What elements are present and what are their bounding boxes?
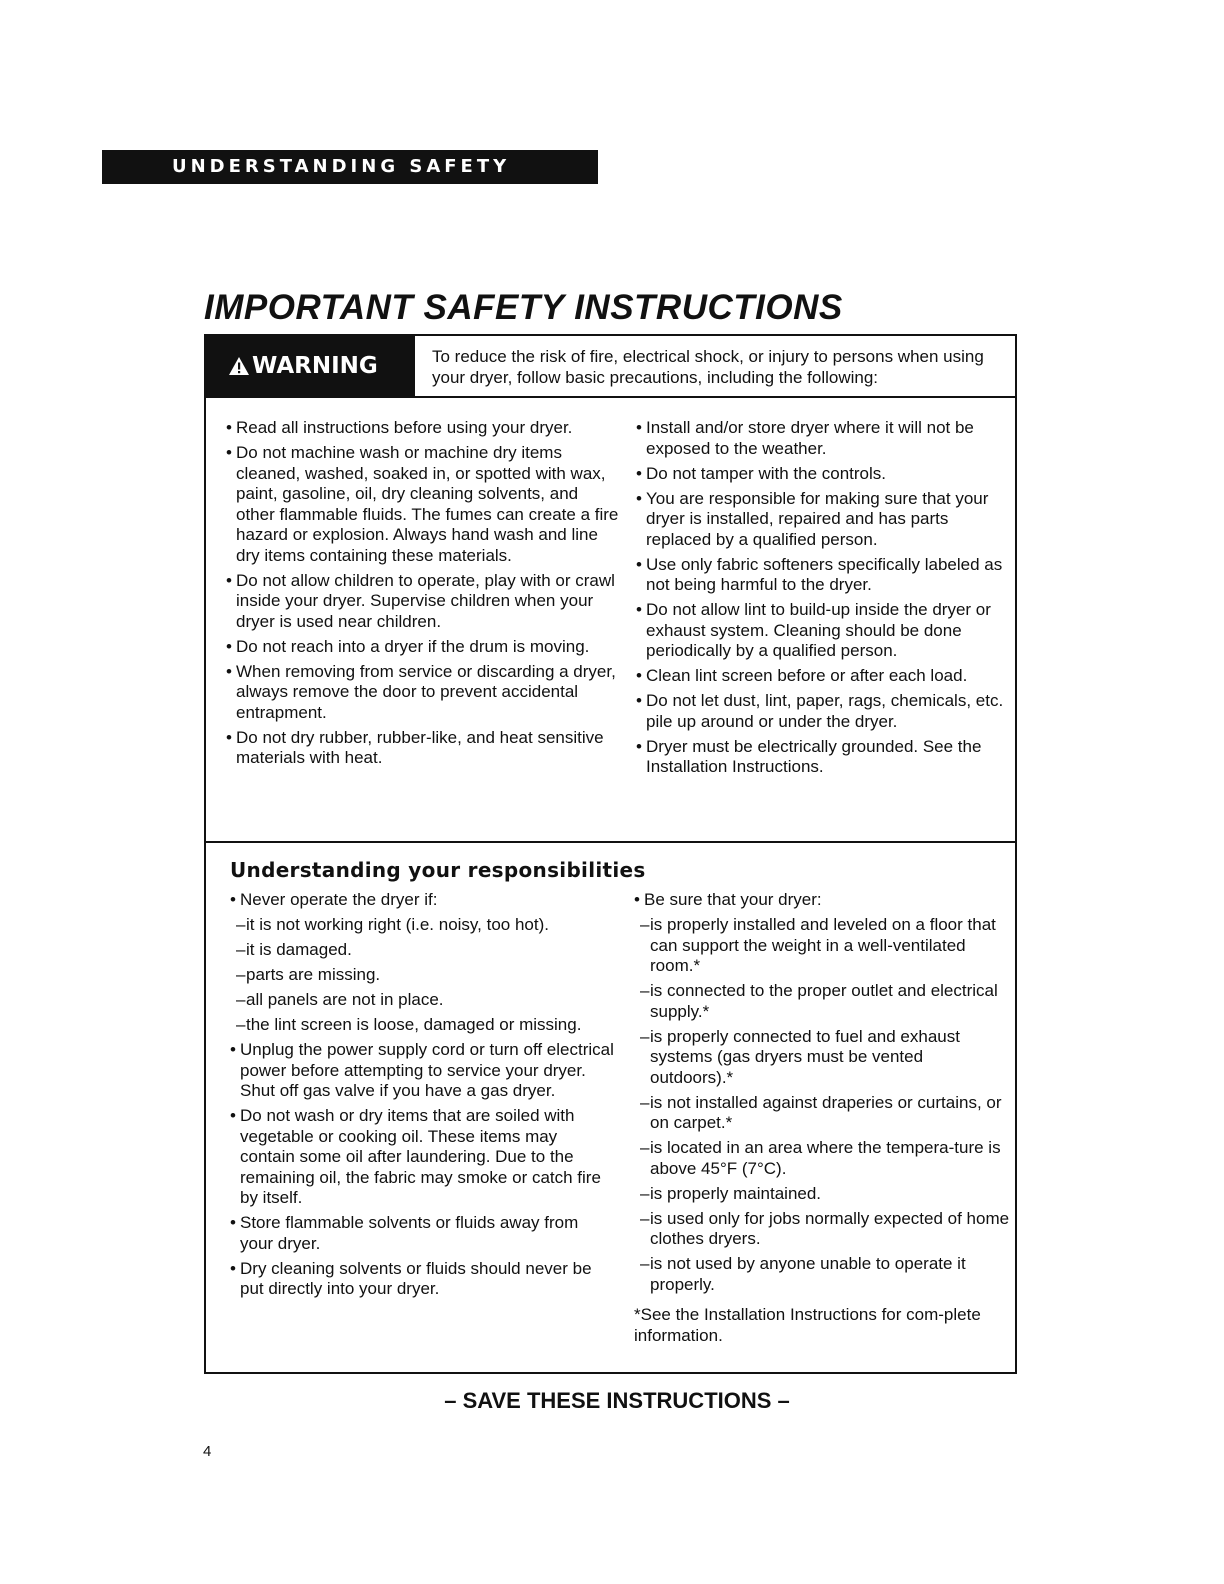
list-item: • Use only fabric softeners specifically labeled as not being harmful to the dryer. [636, 555, 1012, 596]
sub-list-item: – is not used by anyone unable to operate it properly. [634, 1254, 1010, 1295]
sub-list-item: – parts are missing. [230, 965, 614, 986]
responsibilities-left [230, 890, 614, 1304]
list-item: • Do not dry rubber, rubber-like, and heat sensitive materials with heat. [226, 728, 621, 769]
warning-text: To reduce the risk of fire, electrical shock, or injury to persons when using your dryer, follow basic precautions, including the following: [432, 347, 984, 387]
list-item: • Clean lint screen before or after each load. [636, 666, 1012, 687]
page-title: IMPORTANT SAFETY INSTRUCTIONS [204, 288, 843, 327]
list-item: • Do not reach into a dryer if the drum is moving. [226, 637, 621, 658]
sub-list-item: – is located in an area where the tempera-ture is above 45°F (7°C). [634, 1138, 1010, 1179]
sub-list-item: – is used only for jobs normally expected of home clothes dryers. [634, 1209, 1010, 1250]
page-number: 4 [203, 1443, 212, 1460]
safety-list-left [226, 418, 621, 773]
safety-list-right [636, 418, 1012, 782]
safety-frame [204, 334, 1017, 1374]
list-item: • Do not tamper with the controls. [636, 464, 1012, 485]
list-item: • Do not allow lint to build-up inside the dryer or exhaust system. Cleaning should be done periodically by a qualified person. [636, 600, 1012, 662]
sub-list-item: – is properly connected to fuel and exhaust systems (gas dryers must be vented outdoors).* [634, 1027, 1010, 1089]
list-item: • Install and/or store dryer where it will not be exposed to the weather. [636, 418, 1012, 459]
list-item: • Do not allow children to operate, play with or crawl inside your dryer. Supervise children when your dryer is used near children. [226, 571, 621, 633]
sub-list-item: – it is not working right (i.e. noisy, too hot). [230, 915, 614, 936]
sub-list-item: – the lint screen is loose, damaged or missing. [230, 1015, 614, 1036]
warning-label-text: WARNING [252, 353, 378, 379]
list-item: • Store flammable solvents or fluids away from your dryer. [230, 1213, 614, 1254]
warning-label [206, 336, 415, 396]
list-item: • Be sure that your dryer: [634, 890, 1010, 911]
list-item: • Dryer must be electrically grounded. See the Installation Instructions. [636, 737, 1012, 778]
list-item: • Dry cleaning solvents or fluids should never be put directly into your dryer. [230, 1259, 614, 1300]
list-item: • Never operate the dryer if: [230, 890, 614, 911]
sub-list-item: – is connected to the proper outlet and electrical supply.* [634, 981, 1010, 1022]
save-instructions-line: – SAVE THESE INSTRUCTIONS – [444, 1388, 790, 1413]
list-item: • Do not machine wash or machine dry items cleaned, washed, soaked in, or spotted with wax, paint, gasoline, oil, dry cleaning solvents, and other flammable fluids. The fumes can create a fire hazard or explosion. Always hand wash and line dry items containing these materials. [226, 443, 621, 566]
list-item: • Unplug the power supply cord or turn off electrical power before attempting to service your dryer. Shut off gas valve if you have a gas dryer. [230, 1040, 614, 1102]
list-item: • Do not let dust, lint, paper, rags, chemicals, etc. pile up around or under the dryer. [636, 691, 1012, 732]
list-item: • Read all instructions before using your dryer. [226, 418, 621, 439]
sub-list-item: – is properly installed and leveled on a floor that can support the weight in a well-ventilated room.* [634, 915, 1010, 977]
list-item: • When removing from service or discarding a dryer, always remove the door to prevent accidental entrapment. [226, 662, 621, 724]
sub-list-item: – all panels are not in place. [230, 990, 614, 1011]
list-item: • You are responsible for making sure that your dryer is installed, repaired and has parts replaced by a qualified person. [636, 489, 1012, 551]
responsibilities-title: Understanding your responsibilities [230, 858, 646, 882]
alert-triangle-icon [228, 339, 250, 399]
sub-list-item: – it is damaged. [230, 940, 614, 961]
sub-list-item: – is properly maintained. [634, 1184, 1010, 1205]
warning-header [206, 336, 1015, 398]
section-divider [206, 841, 1015, 843]
sub-list-item: – is not installed against draperies or curtains, or on carpet.* [634, 1093, 1010, 1134]
responsibilities-right [634, 890, 1010, 1346]
list-item: • Do not wash or dry items that are soiled with vegetable or cooking oil. These items may contain some oil after laundering. Due to the remaining oil, the fabric may smoke or catch fire by itself. [230, 1106, 614, 1209]
footnote: *See the Installation Instructions for com-plete information. [634, 1305, 981, 1345]
section-banner: UNDERSTANDING SAFETY [102, 150, 598, 184]
